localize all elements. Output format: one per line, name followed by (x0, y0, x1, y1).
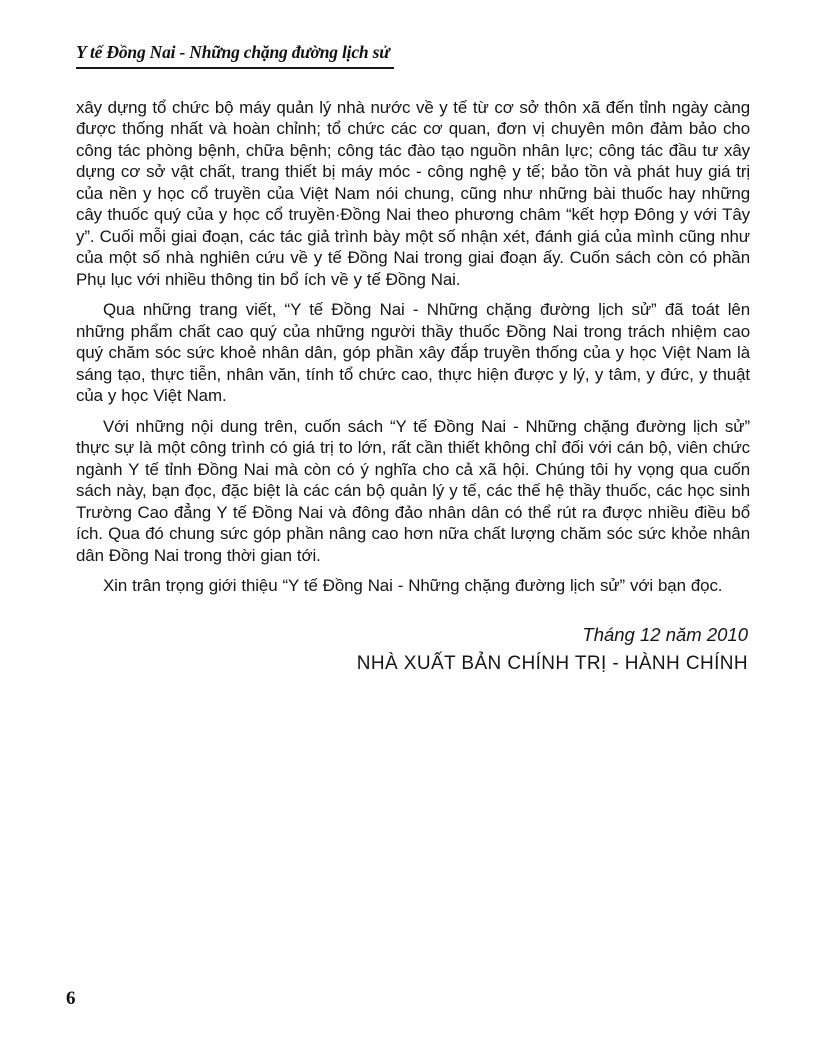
paragraph-2: Qua những trang viết, “Y tế Đồng Nai - Những chặng đường lịch sử” đã toát lên những phẩm chất cao quý của những người thầy thuốc Đồng Nai trong trách nhiệm cao quý chăm sóc sức khoẻ nhân dân, góp phần xây đắp truyền thống của y học Việt Nam là sáng tạo, thực tiễn, nhân văn, tính tổ chức cao, thực hiện được y lý, y tâm, y đức, y thuật của y học Việt Nam. (76, 300, 750, 406)
body-text (76, 97, 750, 597)
page-content (76, 42, 750, 675)
paragraph-4: Xin trân trọng giới thiệu “Y tế Đồng Nai - Những chặng đường lịch sử” với bạn đọc. (103, 576, 723, 596)
publisher-line: NHÀ XUẤT BẢN CHÍNH TRỊ - HÀNH CHÍNH (356, 652, 748, 674)
paragraph-3: Với những nội dung trên, cuốn sách “Y tế Đồng Nai - Những chặng đường lịch sử” thực sự là một công trình có giá trị to lớn, rất cần thiết không chỉ đối với cán bộ, viên chức ngành Y tế tỉnh Đồng Nai mà còn có ý nghĩa cho cả xã hội. Chúng tôi hy vọng qua cuốn sách này, bạn đọc, đặc biệt là các cán bộ quản lý y tế, các thế hệ thầy thuốc, các học sinh Trường Cao đẳng Y tế Đồng Nai và đông đảo nhân dân có thể rút ra được nhiều điều bổ ích. Qua đó chung sức góp phần nâng cao hơn nữa chất lượng chăm sóc sức khỏe nhân dân Đồng Nai trong thời gian tới. (76, 416, 750, 565)
date-line: Tháng 12 năm 2010 (582, 623, 748, 645)
paragraph-1: xây dựng tổ chức bộ máy quản lý nhà nước về y tế từ cơ sở thôn xã đến tỉnh ngày càng được thống nhất và hoàn chỉnh; tổ chức các cơ quan, đơn vị chuyên môn đảm bảo cho công tác phòng bệnh, chữa bệnh; công tác đào tạo nguồn nhân lực; công tác đầu tư xây dựng cơ sở vật chất, trang thiết bị máy móc - công nghệ y tế; bảo tồn và phát huy giá trị của nền y học cổ truyền của Việt Nam nói chung, cũng như những bài thuốc hay những cây thuốc quý của y học cổ truyền·Đồng Nai theo phương châm “kết hợp Đông y với Tây y”. Cuối mỗi giai đoạn, các tác giả trình bày một số nhận xét, đánh giá của mình cũng như của một số nhà nghiên cứu về y tế Đồng Nai trong giai đoạn ấy. Cuốn sách còn có phần Phụ lục với nhiều thông tin bổ ích về y tế Đồng Nai. (76, 97, 750, 289)
page-number: 6 (66, 988, 76, 1009)
running-header: Y tế Đồng Nai - Những chặng đường lịch sử (76, 42, 394, 69)
